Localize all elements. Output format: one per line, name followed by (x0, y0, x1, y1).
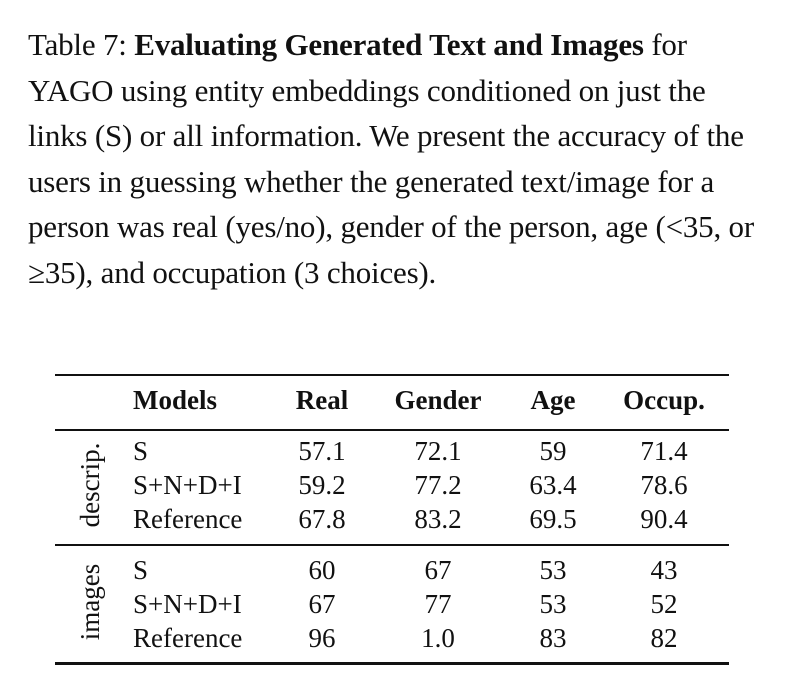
header-age: Age (530, 385, 576, 415)
table-cell-gender: 83.2 (414, 504, 462, 534)
table-cell-real: 60 (308, 555, 336, 585)
table-cell-occup: 90.4 (640, 504, 688, 534)
header-occup: Occup. (623, 385, 705, 415)
table-row-model: S (133, 436, 149, 466)
header-rule (55, 429, 729, 431)
table-cell-occup: 82 (650, 623, 678, 653)
table-cell-occup: 52 (650, 589, 678, 619)
table-top-rule (55, 374, 729, 376)
group-label-descrip: descrip. (75, 442, 105, 528)
table-cell-age: 69.5 (529, 504, 577, 534)
table-row-model: S (133, 555, 149, 585)
table-row-model: S+N+D+I (133, 589, 242, 619)
table-cell-gender: 67 (424, 555, 452, 585)
table-cell-age: 83 (539, 623, 567, 653)
table-cell-occup: 43 (650, 555, 678, 585)
header-models: Models (133, 385, 217, 415)
table-cell-age: 63.4 (529, 470, 577, 500)
table-row-model: Reference (133, 623, 243, 653)
table-cell-age: 59 (539, 436, 567, 466)
table-cell-gender: 77 (424, 589, 452, 619)
caption-title: Evaluating Generated Text and Images (134, 27, 644, 62)
table-cell-real: 59.2 (298, 470, 346, 500)
caption-label: Table 7: (28, 27, 127, 62)
table-row-model: S+N+D+I (133, 470, 242, 500)
table-cell-gender: 77.2 (414, 470, 462, 500)
table-cell-gender: 1.0 (421, 623, 455, 653)
group-label-images: images (75, 563, 105, 641)
table-cell-age: 53 (539, 589, 567, 619)
table-bottom-rule (55, 662, 729, 665)
group-separator-rule (55, 544, 729, 546)
table-row-model: Reference (133, 504, 243, 534)
results-table (55, 374, 729, 666)
table-cell-real: 67 (308, 589, 336, 619)
table-cell-occup: 71.4 (640, 436, 688, 466)
table-caption (28, 22, 768, 295)
table-cell-real: 57.1 (298, 436, 346, 466)
table-cell-real: 96 (308, 623, 336, 653)
header-gender: Gender (394, 385, 482, 415)
header-real: Real (295, 385, 349, 415)
table-cell-occup: 78.6 (640, 470, 688, 500)
caption-body: for YAGO using entity embeddings conditioned on just the links (S) or all information. We present the accuracy of the users in guessing whether the generated text/image for a person was real (yes/no), gender of the person, age (<35, or ≥35), and occupation (3 choices). (28, 27, 754, 290)
table-cell-gender: 72.1 (414, 436, 462, 466)
table-cell-age: 53 (539, 555, 567, 585)
table-cell-real: 67.8 (298, 504, 346, 534)
